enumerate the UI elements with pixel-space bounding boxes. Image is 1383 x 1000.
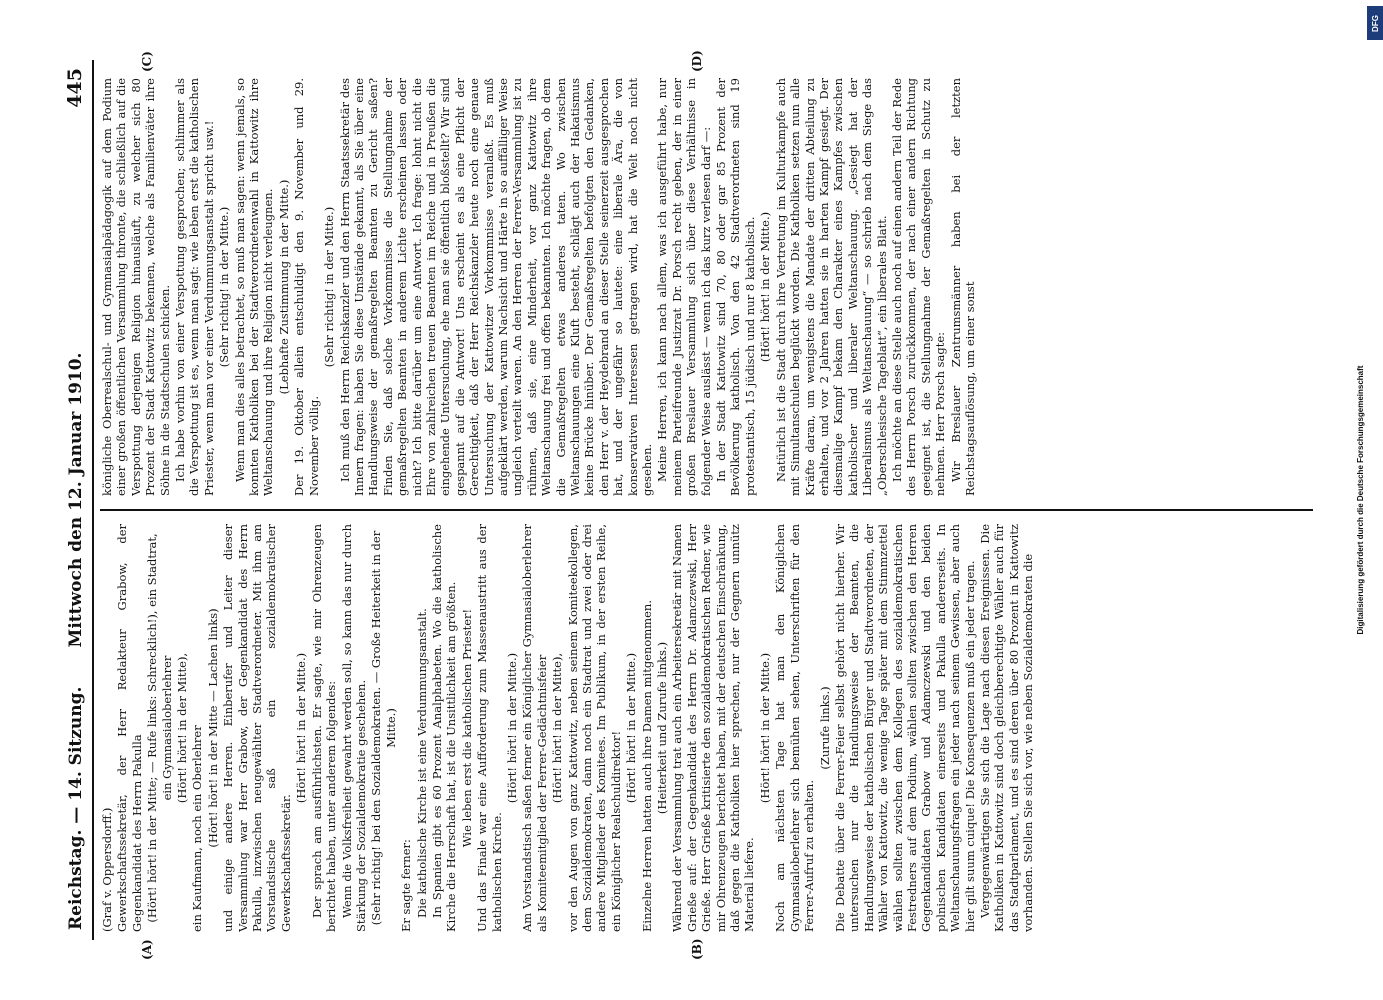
paragraph: Noch am nächsten Tage hat man den Königlichen Gymnasialoberlehrer sich bemühen sehen, Unterschriften für den Ferrer-Aufruf zu erhalten. [773, 524, 817, 932]
paragraph: Die Debatte über die Ferrer-Feier selbst gehört nicht hierher. Wir untersuchen nur die Handlungsweise der Beamten, die Handlungsweise der katholischen Bürger und Stadtverordneten, der Wähler von Kattowitz, die wenige Tage später mit dem Stimmzettel wählen sollten zwischen dem Kollegen des sozialdemokratischen Festredners auf dem Podium, wählen sollten zwischen den Herren Gegenkandidaten Grabow und Adamczewski und den beiden polnischen Kandidaten einerseits und Pakulla andererseits. In Weltanschauungsfragen ein jeder nach seinem Gewissen, aber auch hier gilt suum cuique! Die Konsequenzen muß ein jeder tragen. [832, 524, 977, 932]
margin-marker-a: (A) [140, 939, 154, 960]
paragraph: Der sprach am ausführlichsten. Er sagte, wie mir Ohrenzeugen berichtet haben, unter anderem folgendes: [309, 524, 339, 932]
paragraph: (Graf v. Oppersdorff.) [100, 807, 114, 932]
paragraph: (Sehr richtig! bei den Sozialdemokraten. — Große Heiterkeit in der Mitte.) [369, 530, 398, 926]
margin-marker-c: (C) [140, 51, 154, 72]
right-text-column [100, 78, 1338, 496]
paragraph: (Lebhafte Zustimmung in der Mitte.) [276, 179, 291, 395]
paragraph: (Hört! hört! in der Mitte.) [757, 652, 772, 804]
page-number: 445 [64, 68, 86, 108]
paragraph: königliche Oberrealschul- und Gymnasialpädagogik auf dem Podium einer großen öffentlichen Versammlung thronte, die schließlich auf die Verspottung derjenigen Religion hinausläuft, zu welcher sich 80 Prozent der Stadt Kattowitz bekennen, welche als Familienväter ihre Söhne in die Stadtschulen schicken. [100, 78, 172, 496]
paragraph: (Hört! hört! in der Mitte.) [758, 211, 773, 363]
paragraph: (Hört! hört! in der Mitte.) [294, 652, 309, 804]
header-date: Mittwoch den 12. Januar 1910. [66, 352, 86, 648]
paragraph: Die katholische Kirche ist eine Verdummungsanstalt. [414, 608, 429, 918]
paragraph: Vergegenwärtigen Sie sich die Lage nach diesen Ereignissen. Die Katholiken in Kattowitz sind doch gleichberechtigte Wähler auch für das Stadtparlament, und es sind deren über 80 Prozent in Kattowitz vorhanden. Stellen Sie sich vor, wie neben Sozialdemokraten die [977, 524, 1036, 932]
paragraph: Der 19. Oktober allein entschuldigt den 9. November und 29. November völlig. [292, 78, 321, 496]
paragraph: (Hört! hört! in der Mitte), [175, 652, 190, 804]
column-divider [100, 509, 1313, 511]
page-header [52, 60, 94, 940]
paragraph: (Hört! hört! in der Mitte.) [624, 652, 639, 804]
paragraph: vor den Augen von ganz Kattowitz, neben seinem Komiteekollegen, dem Sozialdemokraten, dann noch ein Stadtrat und zwei oder drei andere Mitglieder des Komitees. Im Publikum, in der ersten Reihe, ein Königlicher Realschuldirektor! [565, 524, 623, 932]
paragraph: Meine Herren, ich kann nach allem, was ich ausgeführt habe, nur meinem Parteifreunde Justizrat Dr. Porsch recht geben, der in einer großen Breslauer Versammlung sich über diese Verhältnisse in folgender Weise auslässt — wenn ich das kurz verlesen darf —: [655, 78, 713, 496]
paragraph: Wir Breslauer Zentrumsmänner haben bei der letzten Reichstagsauflösung, um einer sonst [948, 78, 977, 496]
paragraph: Wie leben erst die katholischen Priester! [459, 608, 474, 848]
paragraph: Einzelne Herren hatten auch ihre Damen mitgenommen. [639, 600, 654, 932]
margin-marker-b: (B) [690, 938, 704, 960]
paragraph: ein Kaufmann, noch ein Oberlehrer [190, 725, 205, 932]
paragraph: (Hört! hört! in der Mitte.) [504, 652, 519, 804]
left-text-column [100, 524, 1338, 932]
paragraph: Am Vorstandstisch saßen ferner ein Königlicher Gymnasialoberlehrer als Komiteemitglied der Ferrer-Gedächtnisfeier [520, 524, 549, 932]
paragraph: Wenn man dies alles betrachtet, so muß man sagen: wenn jemals, so konnten Katholiken bei der Stadtverordnetenwahl in Kattowitz ihre Weltanschauung und ihre Religion nicht verleugnen. [232, 78, 276, 496]
paragraph: Er sagte ferner: [399, 839, 414, 932]
paragraph: Gewerkschaftssekretär, der Herr Redakteur Grabow, der Gegenkandidat des Herrn Pakulla [115, 524, 144, 932]
dfg-logo: DFG [1367, 6, 1383, 40]
paragraph: Und das Finale war eine Aufforderung zum Massenaustritt aus der katholischen Kirche. [475, 524, 504, 932]
paragraph: (Hört! hört! in der Mitte), [550, 652, 565, 804]
paragraph: Ich möchte an diese Stelle auch noch auf einen andern Teil der Rede des Herrn Porsch zurückkommen, der nach einer andern Richtung geeignet ist, die Stellungnahme der Gemaßregelten in Schutz zu nehmen. Herr Porsch sagte: [889, 78, 948, 496]
margin-marker-d: (D) [690, 50, 704, 72]
paragraph: In Spanien gibt es 60 Prozent Analphabeten. Wo die katholische Kirche die Herrschaft hat, ist die Unsittlichkeit am größten. [429, 524, 459, 932]
paragraph: und einige andere Herren. Einberufer und Leiter dieser Versammlung war Herr Grabow, der Gegenkandidat des Herrn Pakulla, inzwischen neugewählter Stadtverordneter. Mit ihm am Vorstandstische saß ein sozialdemokratischer Gewerkschaftssekretär. [221, 524, 293, 932]
paragraph: Wenn die Volksfreiheit gewahrt werden soll, so kann das nur durch Stärkung der Sozialdemokratie geschehen. [339, 524, 368, 932]
paragraph: (Sehr richtig! in der Mitte.) [322, 206, 337, 368]
paragraph: (Sehr richtig! in der Mitte.) [217, 206, 232, 368]
paragraph: (Heiterkeit und Zurufe links.) [655, 641, 670, 815]
paragraph: In der Stadt Kattowitz sind 70, 80 oder gar 85 Prozent der Bevölkerung katholisch. Von den 42 Stadtverordneten sind 19 protestantisch, 15 jüdisch und nur 8 katholisch. [714, 78, 757, 496]
paragraph: (Hört! hört! in der Mitte — Lachen links) [205, 608, 220, 848]
paragraph: (Zurufe links.) [817, 686, 832, 770]
paragraph: Ich habe vorhin von einer Verspottung gesprochen; schlimmer als die Verspottung ist es, wenn man sagt: wie leben erst die katholischen Priester, wenn man vor einer Verdummungsanstalt spricht usw.! [173, 78, 216, 496]
paragraph: Natürlich ist die Stadt durch ihre Vertretung im Kulturkampfe auch mit Simultanschulen beglückt worden. Die Katholiken setzen nun alle Kräfte daran, um wenigstens die Mandate der dritten Abteilung zu erhalten, und vor 2 Jahren hatten sie in harten Kampf gesiegt. Der diesmalige Kampf bekam den Charakter eines Kampfes zwischen katholischer und liberaler Weltanschauung. „Gesiegt hat der Liberalismus als Weltanschauung“ — so schrieb nach dem Siege das „Oberschlesische Tageblatt“, ein liberales Blatt. [773, 78, 889, 496]
header-left: Reichstag. — 14. Sitzung. [66, 686, 86, 930]
paragraph: (Hört! hört! in der Mitte; — Rufe links: Schrecklich!), ein Stadtrat, ein Gymnasialoberlehrer [145, 533, 174, 923]
paragraph: Ich muß den Herrn Reichskanzler und den Herrn Staatssekretär des Innern fragen: haben Sie diese Umstände gekannt, als Sie über eine Handlungsweise der gemaßregelten Beamten zu Gericht saßen? Finden Sie, daß solche Vorkommnisse die Stellungnahme der gemaßregelten Beamten in anderem Lichte erscheinen lassen oder nicht? Ich bitte darüber um eine Antwort. Ich frage: lohnt nicht die Ehre von zahlreichen treuen Beamten im Reiche und in Preußen die eingehende Untersuchung, ehe man sie öffentlich bloßstellt? Wir sind gespannt auf die Antwort! Uns erscheint es als eine Pflicht der Gerechtigkeit, daß der Herr Reichskanzler heute noch eine genaue Untersuchung der Kattowitzer Vorkommnisse veranlaßt. Es muß aufgeklärt werden, warum Nachsicht und Härte in so auffälliger Weise ungleich verteilt waren. An den Herren der Ferrer-Versammlung ist zu rühmen, daß sie, eine Minderheit, vor ganz Kattowitz ihre Weltanschauung frei und offen bekannten. Ich möchte fragen, ob dem die Gemaßregelten etwas anderes taten. Wo zwischen Weltanschauungen eine Kluft besteht, schlägt auch der Hakatismus keine Brücke hinüber. Der Gemaßregelten befolgten den Gedanken, den Herr v. der Heydebrand an dieser Stelle seinerzeit ausgesprochen hat, und der ungefähr so lautete: eine liberale Ära, die von konservativen Interessen getragen wird, hat die Welt noch nicht gesehen. [337, 78, 655, 496]
paragraph: Während der Versammlung trat auch ein Arbeitersekretär mit Namen Grieße auf: der Gegenkandidat des Herrn Dr. Adamczewski, Herr Grieße. Herr Grieße kritisierte den sozialdemokratischen Redner, wie mir Ohrenzeugen berichtet haben, mit der deutschen Einschränkung, daß gegen die Katholiken hier sprechen, nur der Gegnern unnütz Material liefere. [670, 524, 757, 932]
